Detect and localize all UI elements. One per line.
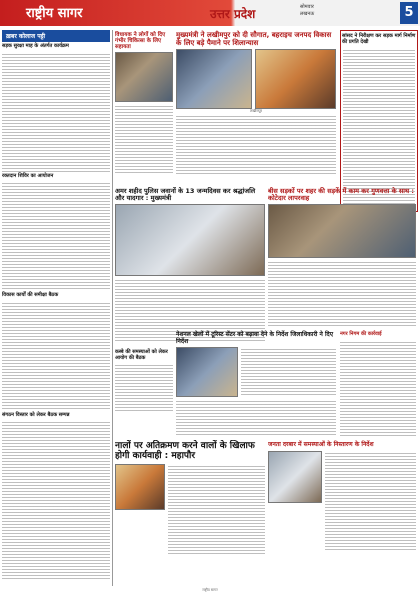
small-left-story — [115, 348, 173, 418]
top-mid-text — [115, 104, 173, 174]
left-text-1 — [2, 52, 110, 172]
mid-banner-photo — [115, 204, 265, 276]
footer: राष्ट्रीय सागर — [202, 588, 218, 592]
region-title: उत्तर प्रदेश — [210, 7, 256, 21]
left-headline-2: रक्तदान शिविर का आयोजन — [2, 172, 54, 179]
mid-right-headline: बीस सड़कों पर शहर की सड़कें में काम कर गुणवत्ता के साथ : कोटेदार लापरवाह — [268, 187, 414, 203]
right-lower-story — [340, 330, 416, 440]
right-bottom-headline: नगर निगम की कार्रवाई — [340, 331, 382, 337]
top-center-photo-2 — [255, 49, 336, 109]
small-left-headline: कस्बे की समस्याओं को लेकर आयोग की बैठक — [115, 349, 168, 361]
meta-city: लखनऊ — [300, 11, 315, 17]
bottom-big-headline: नालों पर अतिक्रमण करने वालों के खिलाफ होगी कार्यवाही : महापौर — [115, 441, 255, 461]
meta-day: सोमवार — [300, 4, 314, 10]
bottom-big-photo — [115, 464, 165, 510]
masthead — [0, 0, 420, 26]
top-center-headline: मुख्यमंत्री ने लखीमपुर को दी सौगात, बहराइच जनपद विकास के लिए बड़े पैमाने पर शिलान्यास — [176, 31, 332, 47]
bottom-right-story — [268, 440, 416, 586]
top-center-text — [176, 114, 336, 174]
left-text-4 — [2, 420, 110, 580]
top-mid-headline: विधायक ने लोगों को दिए गंभीर चिकित्सा के लिए सहायता — [115, 32, 166, 51]
sports-text — [241, 347, 336, 395]
left-text-3 — [2, 301, 110, 411]
right-column-text — [341, 48, 417, 204]
mid-right-text — [268, 260, 416, 326]
top-mid-photo — [115, 52, 173, 102]
right-column-headline: सांसद ने निरीक्षण कर सड़क मार्ग निर्माण की प्रगति देखी — [342, 33, 416, 45]
left-column — [2, 30, 110, 586]
left-headline-4: संगठन विस्तार को लेकर बैठक सम्पन्न — [2, 411, 70, 418]
mid-right-photo — [268, 204, 416, 258]
top-center-story — [176, 30, 336, 180]
sports-photo — [176, 347, 238, 397]
small-left-text — [115, 363, 173, 413]
masthead-meta — [300, 4, 314, 18]
left-headline-3: विकास कार्यों की समीक्षा बैठक — [2, 292, 59, 298]
bottom-right-photo — [268, 451, 322, 503]
mid-right-story — [268, 186, 416, 326]
top-center-photo-1 — [176, 49, 252, 109]
mid-banner-story — [115, 186, 265, 344]
newspaper-name: राष्ट्रीय सागर — [26, 6, 83, 21]
sports-story — [176, 330, 336, 440]
right-column-story — [340, 30, 418, 212]
left-section-bar: ख़बर कोलाज पट्टी — [2, 30, 110, 42]
left-text-2 — [2, 181, 110, 291]
mid-banner-headline: अमर शहीद पुलिस जवानों के 13 जन्मदिवस कर श्रद्धांजलि और यादगार : मुख्यमंत्री — [115, 187, 256, 203]
top-center-caption: लखीमपुर — [250, 109, 262, 114]
bottom-big-story — [115, 440, 265, 586]
column-rule — [112, 30, 113, 586]
bottom-right-text — [325, 451, 416, 551]
bottom-big-text — [168, 464, 265, 554]
bottom-right-headline: जनता दरबार में समस्याओं के निस्तारण के निर्देश — [268, 441, 374, 448]
sports-headline: नेशनल खेलों में टूरिस्ट सेंटर को बढ़ावा देने के निर्देश जिलाधिकारी ने दिए निर्देश — [176, 331, 334, 345]
page-number: 5 — [400, 2, 418, 24]
left-headline-1: सड़क सुरक्षा माह के अंतर्गत कार्यक्रम — [2, 43, 69, 49]
top-mid-story — [115, 30, 173, 178]
right-lower-text — [340, 340, 416, 436]
sports-text-more — [176, 399, 336, 435]
